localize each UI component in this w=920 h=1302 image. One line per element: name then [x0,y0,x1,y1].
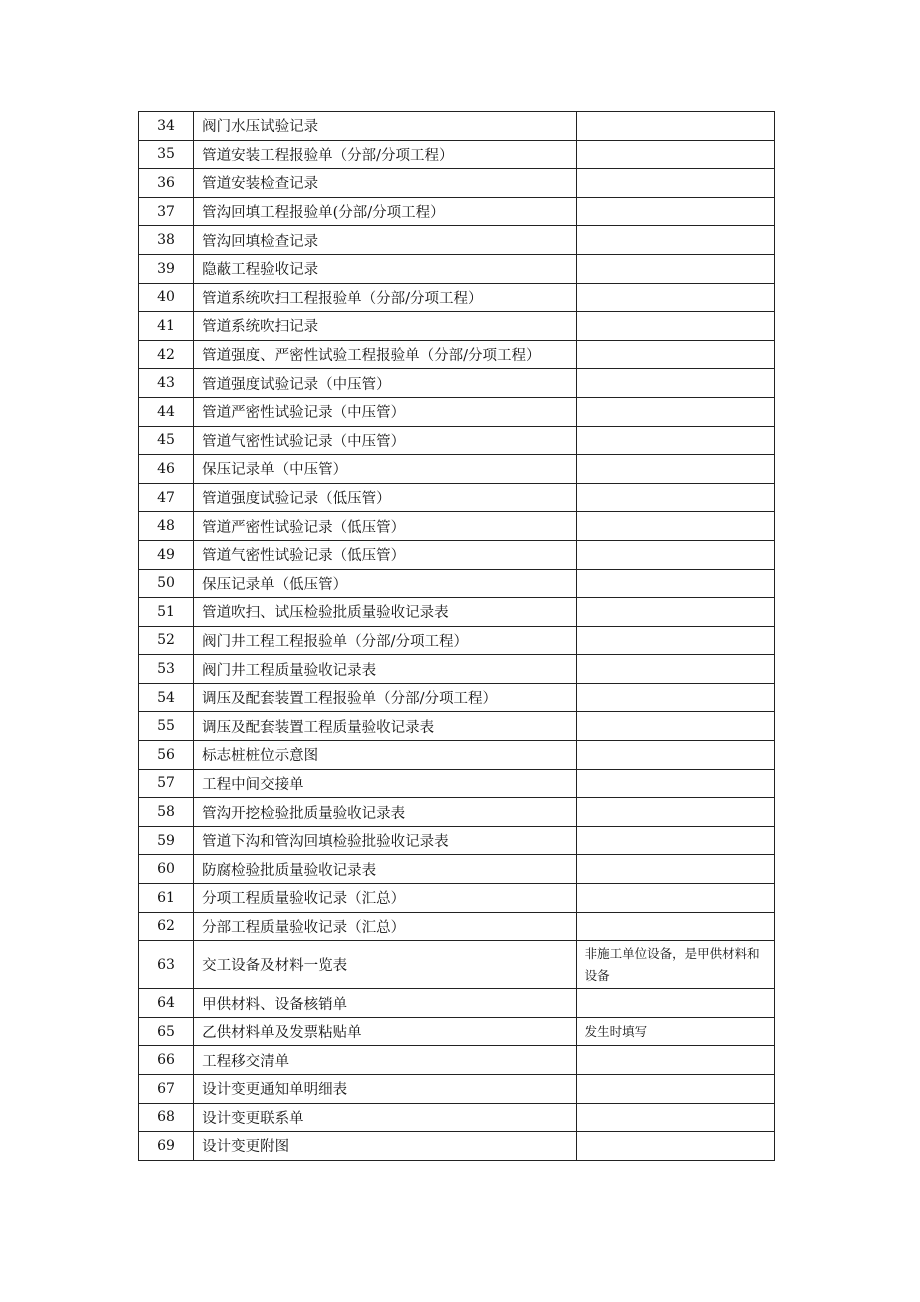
table-row [139,426,775,455]
document-name: 管道强度试验记录（中压管） [194,369,577,398]
remark [576,1075,774,1104]
row-number: 50 [139,569,194,598]
document-name: 管道系统吹扫工程报验单（分部/分项工程） [194,283,577,312]
remark [576,1103,774,1132]
row-number: 35 [139,140,194,169]
remark [576,283,774,312]
row-number: 39 [139,254,194,283]
remark [576,512,774,541]
remark [576,169,774,198]
row-number: 37 [139,197,194,226]
row-number: 61 [139,884,194,913]
remark [576,540,774,569]
table-row [139,912,775,941]
document-name: 设计变更联系单 [194,1103,577,1132]
document-name: 阀门水压试验记录 [194,112,577,141]
table-row [139,169,775,198]
document-name: 调压及配套装置工程报验单（分部/分项工程） [194,683,577,712]
document-name: 管道吹扫、试压检验批质量验收记录表 [194,598,577,627]
row-number: 66 [139,1046,194,1075]
table-row [139,598,775,627]
remark [576,912,774,941]
document-name: 管沟开挖检验批质量验收记录表 [194,798,577,827]
table-row [139,655,775,684]
row-number: 57 [139,769,194,798]
document-name: 乙供材料单及发票粘贴单 [194,1017,577,1046]
table-row [139,626,775,655]
remark [576,312,774,341]
document-name: 管道强度试验记录（低压管） [194,483,577,512]
table-row [139,512,775,541]
row-number: 64 [139,989,194,1018]
table-row [139,254,775,283]
remark [576,884,774,913]
document-name: 管道严密性试验记录（低压管） [194,512,577,541]
document-name: 管道系统吹扫记录 [194,312,577,341]
remark [576,655,774,684]
remark [576,455,774,484]
document-name: 设计变更附图 [194,1132,577,1161]
table-row [139,455,775,484]
document-name: 标志桩桩位示意图 [194,741,577,770]
row-number: 67 [139,1075,194,1104]
table-row [139,1132,775,1161]
table-row [139,1046,775,1075]
row-number: 53 [139,655,194,684]
document-name: 管沟回填检查记录 [194,226,577,255]
row-number: 36 [139,169,194,198]
table-row [139,312,775,341]
remark [576,769,774,798]
document-name: 管道安装检查记录 [194,169,577,198]
table-row [139,112,775,141]
row-number: 63 [139,941,194,989]
table-body [139,112,775,1161]
row-number: 34 [139,112,194,141]
document-name: 保压记录单（中压管） [194,455,577,484]
table-row [139,283,775,312]
remark [576,369,774,398]
row-number: 69 [139,1132,194,1161]
row-number: 55 [139,712,194,741]
table-row [139,712,775,741]
remark [576,826,774,855]
table-row [139,340,775,369]
table-row [139,884,775,913]
remark [576,798,774,827]
remark: 非施工单位设备，是甲供材料和设备 [576,941,774,989]
remark [576,340,774,369]
row-number: 42 [139,340,194,369]
remark [576,989,774,1018]
row-number: 47 [139,483,194,512]
remark [576,1046,774,1075]
table-row [139,1017,775,1046]
table-row [139,769,775,798]
table-row [139,483,775,512]
table-row [139,369,775,398]
remark [576,426,774,455]
row-number: 65 [139,1017,194,1046]
row-number: 58 [139,798,194,827]
document-name: 防腐检验批质量验收记录表 [194,855,577,884]
document-name: 交工设备及材料一览表 [194,941,577,989]
remark [576,254,774,283]
table-row [139,855,775,884]
document-name: 工程中间交接单 [194,769,577,798]
remark [576,626,774,655]
row-number: 44 [139,397,194,426]
document-name: 管道下沟和管沟回填检验批验收记录表 [194,826,577,855]
remark [576,683,774,712]
remark: 发生时填写 [576,1017,774,1046]
row-number: 56 [139,741,194,770]
document-name: 阀门井工程质量验收记录表 [194,655,577,684]
document-name: 工程移交清单 [194,1046,577,1075]
row-number: 38 [139,226,194,255]
document-name: 管道安装工程报验单（分部/分项工程） [194,140,577,169]
document-name: 管道气密性试验记录（中压管） [194,426,577,455]
remark [576,598,774,627]
document-name: 阀门井工程工程报验单（分部/分项工程） [194,626,577,655]
row-number: 54 [139,683,194,712]
table-row [139,1103,775,1132]
table-row [139,741,775,770]
row-number: 46 [139,455,194,484]
row-number: 48 [139,512,194,541]
row-number: 62 [139,912,194,941]
document-name: 管道严密性试验记录（中压管） [194,397,577,426]
remark [576,226,774,255]
row-number: 41 [139,312,194,341]
row-number: 45 [139,426,194,455]
row-number: 52 [139,626,194,655]
remark [576,855,774,884]
document-name: 设计变更通知单明细表 [194,1075,577,1104]
document-name: 管沟回填工程报验单(分部/分项工程） [194,197,577,226]
remark [576,741,774,770]
table-row [139,397,775,426]
document-name: 分项工程质量验收记录（汇总） [194,884,577,913]
document-name: 分部工程质量验收记录（汇总） [194,912,577,941]
table-row [139,826,775,855]
remark [576,483,774,512]
table-row [139,569,775,598]
remark [576,712,774,741]
row-number: 51 [139,598,194,627]
document-list-table [138,111,775,1161]
table-row [139,941,775,989]
table-row [139,798,775,827]
remark [576,1132,774,1161]
row-number: 49 [139,540,194,569]
table-row [139,1075,775,1104]
remark [576,112,774,141]
remark [576,569,774,598]
remark [576,140,774,169]
table-row [139,989,775,1018]
table-row [139,140,775,169]
document-name: 甲供材料、设备核销单 [194,989,577,1018]
table-row [139,540,775,569]
row-number: 40 [139,283,194,312]
table-row [139,683,775,712]
row-number: 59 [139,826,194,855]
document-name: 调压及配套装置工程质量验收记录表 [194,712,577,741]
document-name: 管道强度、严密性试验工程报验单（分部/分项工程） [194,340,577,369]
table-row [139,197,775,226]
row-number: 68 [139,1103,194,1132]
remark [576,397,774,426]
document-name: 管道气密性试验记录（低压管） [194,540,577,569]
remark [576,197,774,226]
document-name: 隐蔽工程验收记录 [194,254,577,283]
row-number: 43 [139,369,194,398]
row-number: 60 [139,855,194,884]
table-row [139,226,775,255]
document-name: 保压记录单（低压管） [194,569,577,598]
